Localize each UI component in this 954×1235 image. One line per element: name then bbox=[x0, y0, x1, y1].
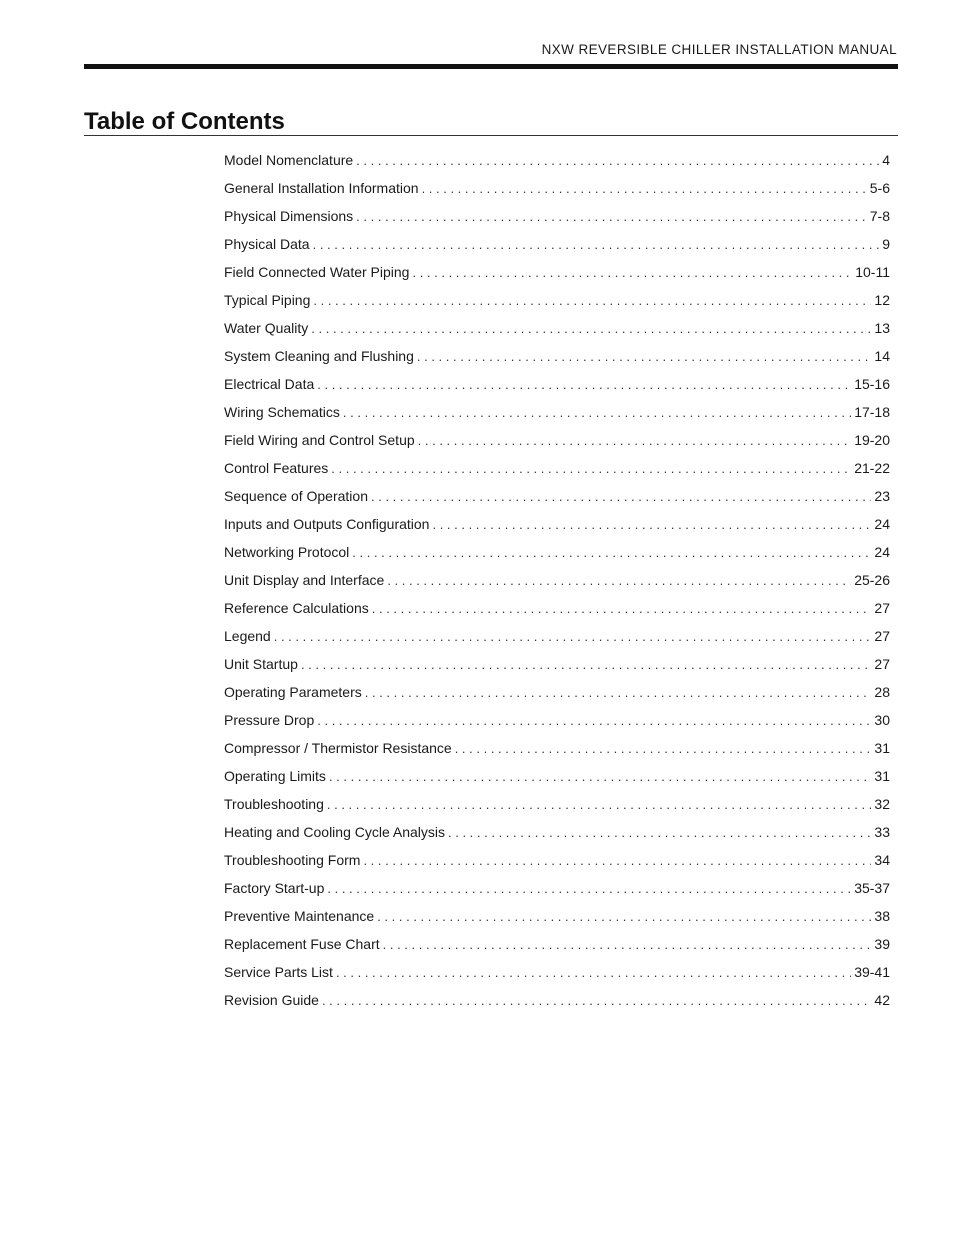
toc-entry[interactable] bbox=[224, 398, 890, 426]
toc-entry-label: Unit Display and Interface bbox=[224, 572, 385, 588]
toc-entry-label: Reference Calculations bbox=[224, 600, 369, 616]
toc-entry-page: 38 bbox=[874, 908, 890, 924]
toc-entry-label: Physical Dimensions bbox=[224, 208, 354, 224]
toc-entry-label: Operating Limits bbox=[224, 768, 326, 784]
toc-entry-label: Unit Startup bbox=[224, 656, 298, 672]
toc-entry-label: Field Wiring and Control Setup bbox=[224, 432, 415, 448]
toc-entry-page: 34 bbox=[874, 852, 890, 868]
toc-entry-label: Typical Piping bbox=[224, 292, 311, 308]
toc-entry[interactable] bbox=[224, 538, 890, 566]
toc-entry-page: 25-26 bbox=[854, 572, 890, 588]
toc-entry-label: Inputs and Outputs Configuration bbox=[224, 516, 430, 532]
toc-entry-label: Field Connected Water Piping bbox=[224, 264, 410, 280]
dot-leader bbox=[274, 623, 872, 651]
toc-entry-page: 17-18 bbox=[854, 404, 890, 420]
header-rule bbox=[84, 64, 898, 69]
toc-entry[interactable] bbox=[224, 286, 890, 314]
dot-leader bbox=[432, 511, 871, 539]
title-rule bbox=[84, 135, 898, 136]
dot-leader bbox=[383, 931, 872, 959]
toc-entry-label: Compressor / Thermistor Resistance bbox=[224, 740, 452, 756]
toc-entry-label: Model Nomenclature bbox=[224, 152, 354, 168]
toc-entry-page: 10-11 bbox=[855, 264, 890, 280]
toc-entry[interactable] bbox=[224, 622, 890, 650]
toc-entry-page: 27 bbox=[874, 656, 890, 672]
toc-entry[interactable] bbox=[224, 706, 890, 734]
dot-leader bbox=[327, 791, 872, 819]
toc-entry-label: Revision Guide bbox=[224, 992, 319, 1008]
toc-entry-label: Electrical Data bbox=[224, 376, 315, 392]
toc-entry-label: Service Parts List bbox=[224, 964, 333, 980]
toc-entry[interactable] bbox=[224, 146, 890, 174]
toc-entry-page: 31 bbox=[874, 740, 890, 756]
toc-entry[interactable] bbox=[224, 426, 890, 454]
toc-entry-page: 31 bbox=[874, 768, 890, 784]
toc-entry-page: 27 bbox=[874, 628, 890, 644]
dot-leader bbox=[331, 455, 851, 483]
toc-entry-page: 24 bbox=[874, 544, 890, 560]
toc-entry[interactable] bbox=[224, 902, 890, 930]
toc-entry[interactable] bbox=[224, 370, 890, 398]
toc-entry-label: Pressure Drop bbox=[224, 712, 315, 728]
toc-entry[interactable] bbox=[224, 734, 890, 762]
dot-leader bbox=[422, 175, 867, 203]
toc-entry-page: 35-37 bbox=[854, 880, 890, 896]
dot-leader bbox=[352, 539, 871, 567]
toc-entry-page: 24 bbox=[874, 516, 890, 532]
dot-leader bbox=[387, 567, 851, 595]
toc-entry-label: Troubleshooting Form bbox=[224, 852, 361, 868]
toc-entry[interactable] bbox=[224, 174, 890, 202]
toc-entry-page: 7-8 bbox=[869, 208, 890, 224]
toc-entry-label: Wiring Schematics bbox=[224, 404, 340, 420]
dot-leader bbox=[377, 903, 871, 931]
toc-entry-page: 15-16 bbox=[854, 376, 890, 392]
toc-entry[interactable] bbox=[224, 454, 890, 482]
toc-entry[interactable] bbox=[224, 874, 890, 902]
toc-entry-page: 32 bbox=[874, 796, 890, 812]
dot-leader bbox=[313, 287, 871, 315]
dot-leader bbox=[317, 371, 851, 399]
toc-entry-label: Operating Parameters bbox=[224, 684, 362, 700]
toc-entry-label: General Installation Information bbox=[224, 180, 419, 196]
toc-entry[interactable] bbox=[224, 762, 890, 790]
toc-entry-label: Preventive Maintenance bbox=[224, 908, 375, 924]
toc-entry-page: 19-20 bbox=[854, 432, 890, 448]
toc-entry[interactable] bbox=[224, 818, 890, 846]
toc-entry[interactable] bbox=[224, 986, 890, 1014]
dot-leader bbox=[412, 259, 852, 287]
toc-entry[interactable] bbox=[224, 202, 890, 230]
toc-entry-page: 4 bbox=[882, 152, 890, 168]
dot-leader bbox=[356, 203, 867, 231]
dot-leader bbox=[343, 399, 851, 427]
toc-entry-label: Heating and Cooling Cycle Analysis bbox=[224, 824, 446, 840]
toc-entry[interactable] bbox=[224, 790, 890, 818]
toc-entry[interactable] bbox=[224, 930, 890, 958]
dot-leader bbox=[372, 595, 872, 623]
dot-leader bbox=[322, 987, 871, 1015]
toc-entry-page: 14 bbox=[874, 348, 890, 364]
toc-entry[interactable] bbox=[224, 594, 890, 622]
dot-leader bbox=[329, 763, 871, 791]
toc-entry[interactable] bbox=[224, 958, 890, 986]
toc-entry[interactable] bbox=[224, 566, 890, 594]
dot-leader bbox=[301, 651, 871, 679]
toc-entry-label: Legend bbox=[224, 628, 271, 644]
toc-entry[interactable] bbox=[224, 510, 890, 538]
toc-entry-label: System Cleaning and Flushing bbox=[224, 348, 414, 364]
toc-entry[interactable] bbox=[224, 678, 890, 706]
toc-entry-page: 39-41 bbox=[854, 964, 890, 980]
page-title: Table of Contents bbox=[84, 108, 285, 135]
dot-leader bbox=[313, 231, 880, 259]
toc-entry-page: 12 bbox=[874, 292, 890, 308]
toc-entry-page: 5-6 bbox=[869, 180, 890, 196]
dot-leader bbox=[356, 147, 879, 175]
toc-entry-label: Water Quality bbox=[224, 320, 309, 336]
toc-entry-page: 27 bbox=[874, 600, 890, 616]
toc-entry-page: 39 bbox=[874, 936, 890, 952]
dot-leader bbox=[417, 343, 872, 371]
dot-leader bbox=[448, 819, 871, 847]
toc-entry-label: Factory Start-up bbox=[224, 880, 325, 896]
toc-entry[interactable] bbox=[224, 846, 890, 874]
dot-leader bbox=[365, 679, 872, 707]
toc-entry[interactable] bbox=[224, 482, 890, 510]
dot-leader bbox=[317, 707, 871, 735]
dot-leader bbox=[455, 735, 872, 763]
toc-entry[interactable] bbox=[224, 230, 890, 258]
toc-entry[interactable] bbox=[224, 258, 890, 286]
toc-entry-page: 9 bbox=[882, 236, 890, 252]
dot-leader bbox=[327, 875, 851, 903]
toc-entry-page: 28 bbox=[874, 684, 890, 700]
toc-entry-page: 23 bbox=[874, 488, 890, 504]
dot-leader bbox=[311, 315, 871, 343]
dot-leader bbox=[371, 483, 871, 511]
dot-leader bbox=[418, 427, 852, 455]
toc-entry[interactable] bbox=[224, 342, 890, 370]
toc-entry-label: Troubleshooting bbox=[224, 796, 324, 812]
toc-entry-label: Control Features bbox=[224, 460, 329, 476]
toc-entry-page: 21-22 bbox=[854, 460, 890, 476]
toc-entry-page: 42 bbox=[874, 992, 890, 1008]
toc-entry-label: Replacement Fuse Chart bbox=[224, 936, 380, 952]
toc-entry[interactable] bbox=[224, 314, 890, 342]
toc-entry-page: 33 bbox=[874, 824, 890, 840]
toc-entry-label: Sequence of Operation bbox=[224, 488, 368, 504]
toc-list bbox=[224, 146, 890, 1014]
dot-leader bbox=[363, 847, 871, 875]
toc-entry-page: 13 bbox=[874, 320, 890, 336]
toc-entry-label: Networking Protocol bbox=[224, 544, 350, 560]
dot-leader bbox=[336, 959, 851, 987]
toc-entry-label: Physical Data bbox=[224, 236, 310, 252]
toc-entry-page: 30 bbox=[874, 712, 890, 728]
running-header: NXW REVERSIBLE CHILLER INSTALLATION MANUAL bbox=[541, 42, 897, 57]
toc-entry[interactable] bbox=[224, 650, 890, 678]
